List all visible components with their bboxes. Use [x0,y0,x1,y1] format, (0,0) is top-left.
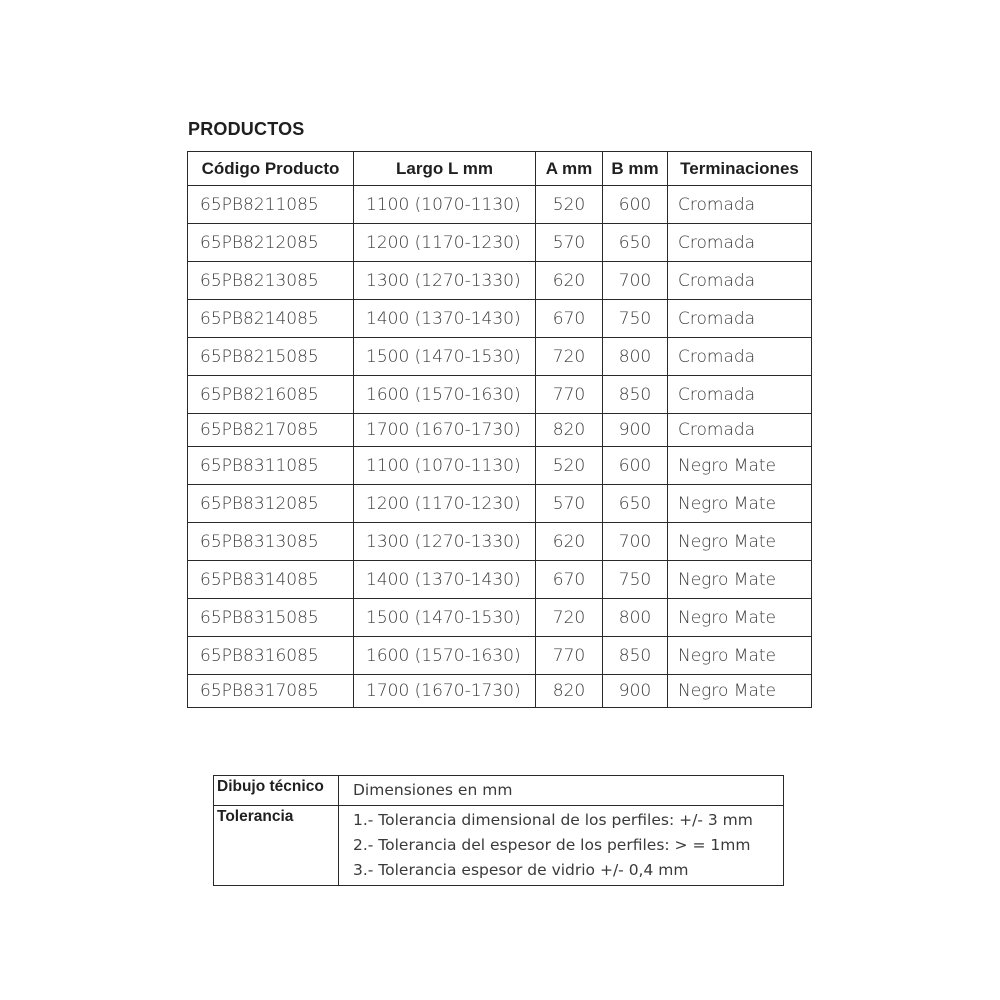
cell-largo: 1500 (1470-1530) [354,599,536,637]
dibujo-row [214,776,784,806]
cell-b: 700 [603,523,668,561]
table-row [188,447,812,485]
cell-largo: 1700 (1670-1730) [354,414,536,447]
tolerancia-lines [339,806,784,886]
header-largo: Largo L mm [354,152,536,186]
cell-a: 620 [536,523,603,561]
cell-b: 850 [603,376,668,414]
cell-terminaciones: Cromada [668,414,812,447]
table-row [188,300,812,338]
cell-code: 65PB8315085 [188,599,354,637]
cell-b: 650 [603,485,668,523]
cell-largo: 1100 (1070-1130) [354,186,536,224]
cell-terminaciones: Negro Mate [668,523,812,561]
cell-code: 65PB8217085 [188,414,354,447]
cell-terminaciones: Cromada [668,186,812,224]
cell-a: 670 [536,561,603,599]
table-row [188,523,812,561]
cell-a: 620 [536,262,603,300]
cell-largo: 1200 (1170-1230) [354,224,536,262]
cell-largo: 1400 (1370-1430) [354,561,536,599]
notes-table [213,775,784,886]
cell-terminaciones: Negro Mate [668,561,812,599]
cell-b: 700 [603,262,668,300]
cell-largo: 1600 (1570-1630) [354,637,536,675]
cell-a: 820 [536,675,603,708]
table-row [188,262,812,300]
cell-code: 65PB8216085 [188,376,354,414]
dibujo-label: Dibujo técnico [214,776,339,806]
cell-terminaciones: Negro Mate [668,599,812,637]
cell-a: 770 [536,637,603,675]
cell-b: 850 [603,637,668,675]
cell-terminaciones: Cromada [668,300,812,338]
tolerancia-line: 2.- Tolerancia del espesor de los perfiles: > = 1mm [353,836,751,854]
tolerancia-line: 1.- Tolerancia dimensional de los perfiles: +/- 3 mm [353,811,753,829]
tolerancia-label: Tolerancia [214,806,339,886]
table-row [188,338,812,376]
table-row [188,376,812,414]
cell-code: 65PB8316085 [188,637,354,675]
cell-largo: 1200 (1170-1230) [354,485,536,523]
products-table [187,151,812,708]
section-title: PRODUCTOS [188,119,305,139]
cell-largo: 1700 (1670-1730) [354,675,536,708]
cell-largo: 1500 (1470-1530) [354,338,536,376]
cell-a: 720 [536,599,603,637]
tolerancia-line: 3.- Tolerancia espesor de vidrio +/- 0,4 mm [353,861,689,879]
table-header-row [188,152,812,186]
cell-code: 65PB8212085 [188,224,354,262]
cell-b: 800 [603,338,668,376]
cell-terminaciones: Cromada [668,224,812,262]
cell-a: 770 [536,376,603,414]
cell-terminaciones: Cromada [668,262,812,300]
table-row [188,186,812,224]
cell-code: 65PB8313085 [188,523,354,561]
cell-b: 900 [603,414,668,447]
cell-b: 900 [603,675,668,708]
header-b: B mm [603,152,668,186]
cell-a: 720 [536,338,603,376]
cell-terminaciones: Cromada [668,376,812,414]
cell-b: 750 [603,561,668,599]
cell-largo: 1300 (1270-1330) [354,523,536,561]
header-code: Código Producto [188,152,354,186]
cell-largo: 1600 (1570-1630) [354,376,536,414]
cell-b: 600 [603,447,668,485]
cell-terminaciones: Negro Mate [668,675,812,708]
cell-code: 65PB8314085 [188,561,354,599]
cell-code: 65PB8317085 [188,675,354,708]
cell-b: 600 [603,186,668,224]
cell-terminaciones: Negro Mate [668,447,812,485]
cell-largo: 1100 (1070-1130) [354,447,536,485]
cell-code: 65PB8214085 [188,300,354,338]
cell-a: 570 [536,224,603,262]
dibujo-value: Dimensiones en mm [339,776,784,806]
cell-a: 520 [536,186,603,224]
cell-terminaciones: Negro Mate [668,485,812,523]
table-row [188,485,812,523]
cell-code: 65PB8211085 [188,186,354,224]
cell-terminaciones: Negro Mate [668,637,812,675]
cell-terminaciones: Cromada [668,338,812,376]
cell-a: 520 [536,447,603,485]
cell-b: 650 [603,224,668,262]
cell-b: 800 [603,599,668,637]
cell-largo: 1300 (1270-1330) [354,262,536,300]
table-row [188,414,812,447]
table-row [188,599,812,637]
table-row [188,224,812,262]
table-row [188,675,812,708]
cell-code: 65PB8311085 [188,447,354,485]
table-row [188,637,812,675]
cell-code: 65PB8312085 [188,485,354,523]
cell-b: 750 [603,300,668,338]
cell-a: 820 [536,414,603,447]
tolerancia-row [214,806,784,886]
header-a: A mm [536,152,603,186]
header-terminaciones: Terminaciones [668,152,812,186]
cell-code: 65PB8215085 [188,338,354,376]
cell-largo: 1400 (1370-1430) [354,300,536,338]
table-row [188,561,812,599]
cell-a: 570 [536,485,603,523]
cell-a: 670 [536,300,603,338]
cell-code: 65PB8213085 [188,262,354,300]
